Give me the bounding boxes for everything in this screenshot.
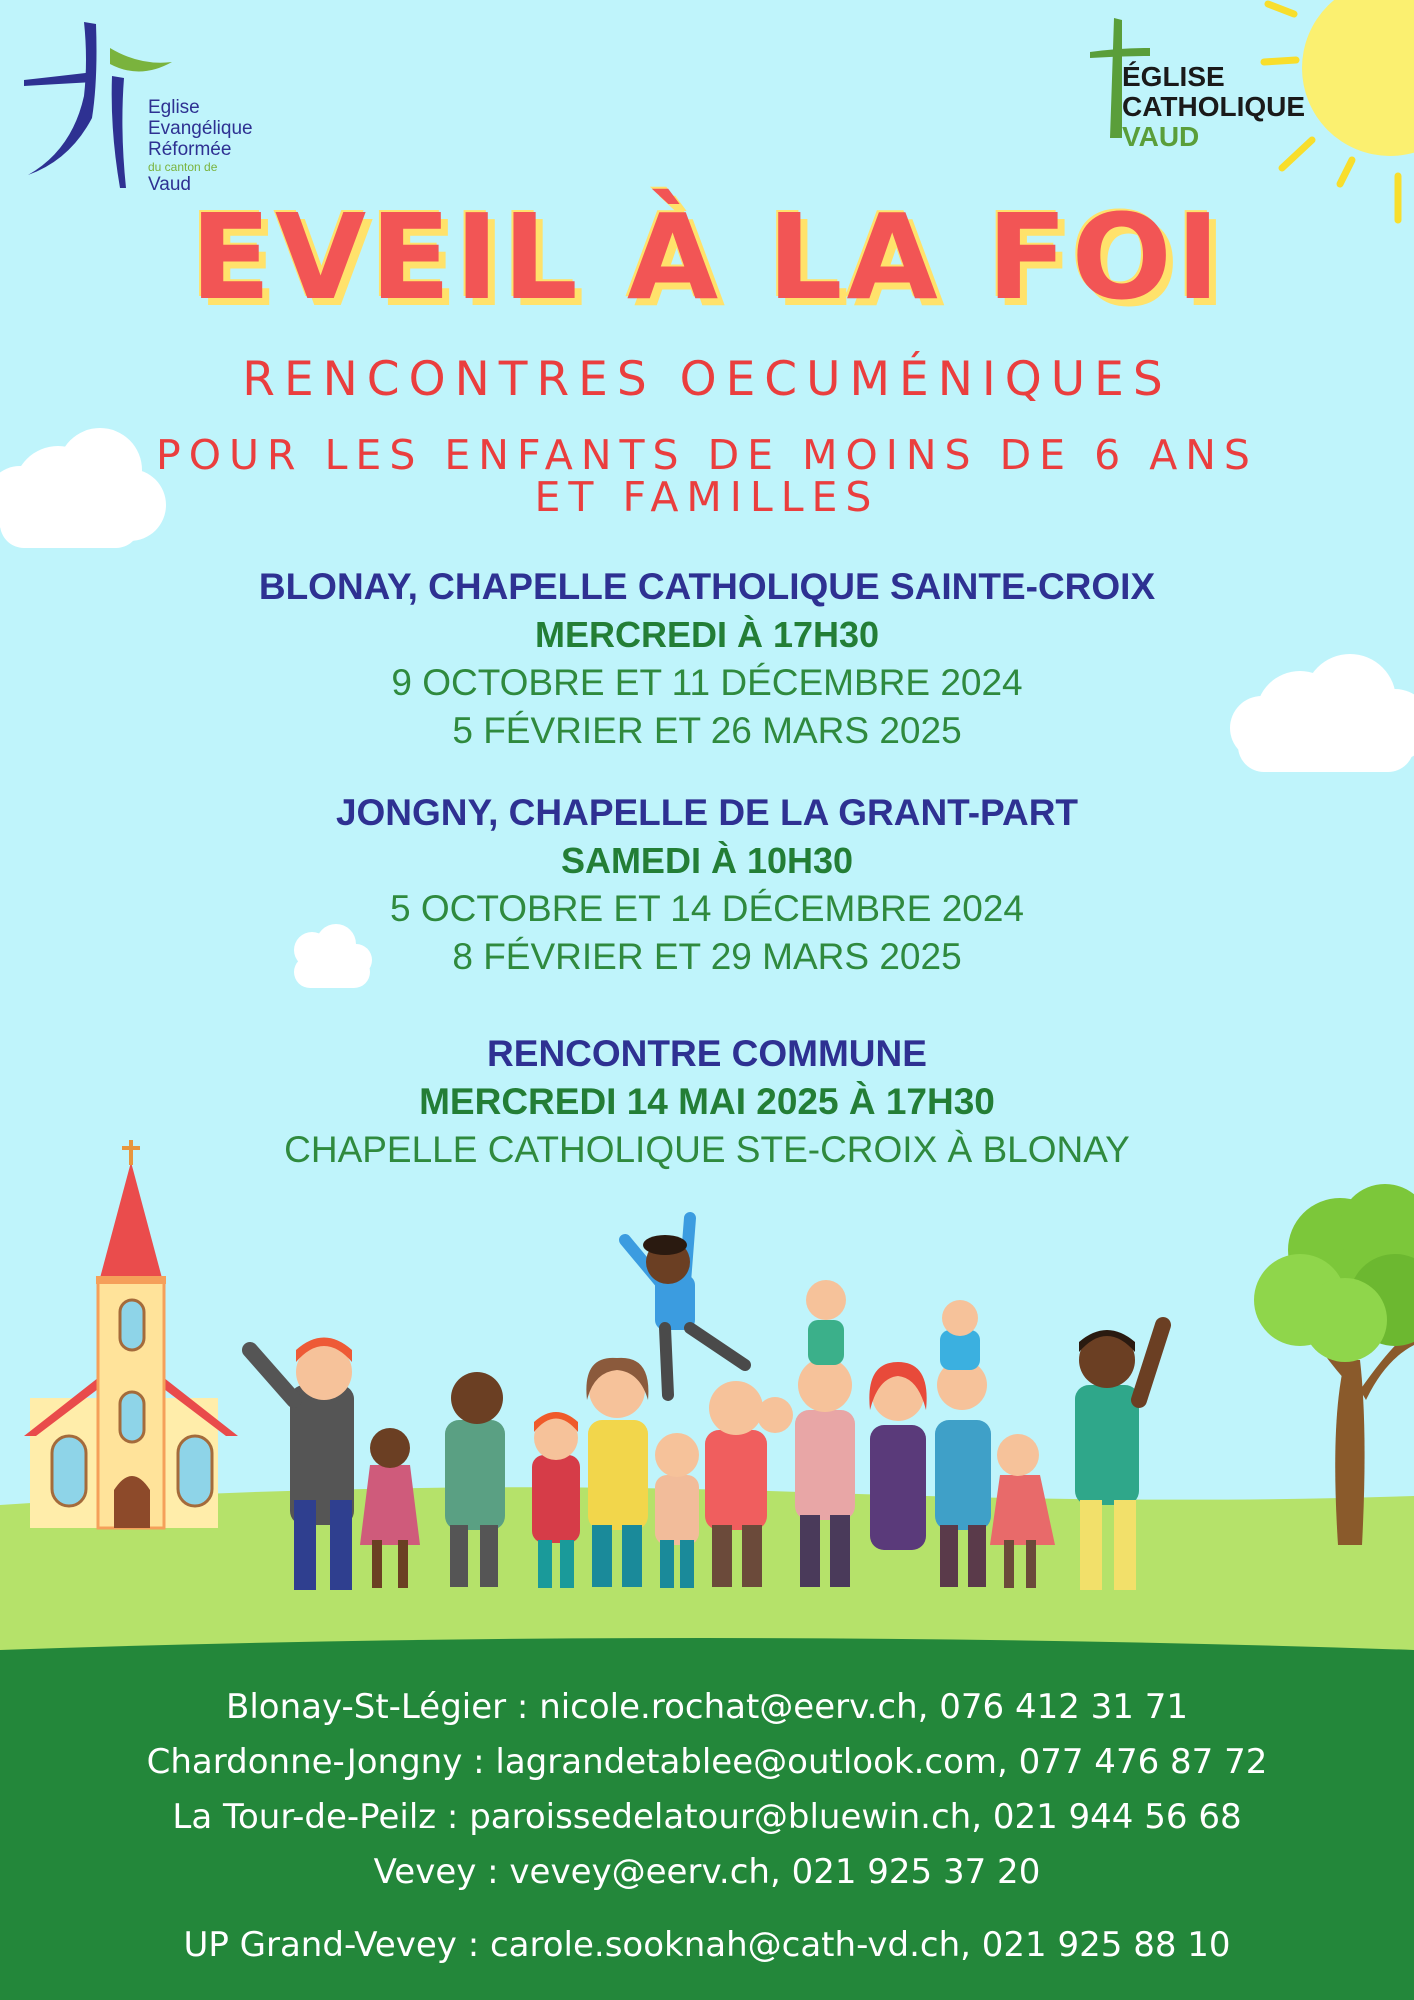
common-place: CHAPELLE CATHOLIQUE STE-CROIX À BLONAY: [284, 1129, 1130, 1170]
tree-icon: [1254, 1184, 1414, 1545]
contact-chardonne: Chardonne-Jongny : lagrandetablee@outlook.com, 077 476 87 72: [146, 1742, 1268, 1782]
jongny-location: JONGNY, CHAPELLE DE LA GRANT-PART: [335, 792, 1079, 833]
logo-left-line1: Eglise: [148, 97, 200, 118]
blonay-location: BLONAY, CHAPELLE CATHOLIQUE SAINTE-CROIX: [258, 566, 1156, 607]
contact-tour-de-peilz: La Tour-de-Peilz : paroissedelatour@bluewin.ch, 021 944 56 68: [172, 1797, 1242, 1837]
church-icon: [24, 1140, 238, 1528]
common-day: MERCREDI 14 MAI 2025 À 17H30: [419, 1081, 995, 1122]
common-meeting-section: [0, 1030, 1414, 1174]
jongny-section: [0, 789, 1414, 981]
jongny-day: SAMEDI À 10H30: [560, 840, 854, 881]
audience-line-2: ET FAMILLES: [534, 473, 880, 521]
logo-left-line5: Vaud: [148, 174, 191, 195]
common-title: RENCONTRE COMMUNE: [487, 1033, 927, 1074]
audience-line-1: POUR LES ENFANTS DE MOINS DE 6 ANS: [156, 431, 1258, 479]
logo-left-line4: du canton de: [148, 160, 218, 174]
blonay-section: [0, 563, 1414, 755]
contacts-list: [0, 1680, 1414, 1973]
logo-right-line2: VAUD: [1122, 121, 1200, 152]
contact-up-grand-vevey: UP Grand-Vevey : carole.sooknah@cath-vd.ch, 021 925 88 10: [183, 1925, 1231, 1965]
reformed-church-logo-text: [148, 97, 253, 195]
blonay-dates-2: 5 FÉVRIER ET 26 MARS 2025: [452, 710, 962, 751]
audience-text: [0, 431, 1414, 521]
subtitle: RENCONTRES OECUMÉNIQUES: [242, 352, 1172, 407]
contact-vevey: Vevey : vevey@eerv.ch, 021 925 37 20: [373, 1852, 1041, 1892]
catholic-church-logo-text: [1122, 62, 1414, 152]
logo-right-line1: ÉGLISE CATHOLIQUE: [1122, 61, 1306, 122]
blonay-dates-1: 9 OCTOBRE ET 11 DÉCEMBRE 2024: [391, 662, 1023, 703]
jongny-dates-1: 5 OCTOBRE ET 14 DÉCEMBRE 2024: [389, 888, 1025, 929]
contact-blonay: Blonay-St-Légier : nicole.rochat@eerv.ch, 076 412 31 71: [226, 1687, 1188, 1727]
page-title: EVEIL À LA FOI: [190, 188, 1224, 326]
logo-left-line2: Evangélique: [148, 118, 253, 139]
logo-left-line3: Réformée: [148, 139, 232, 160]
blonay-day: MERCREDI À 17H30: [534, 614, 880, 655]
jongny-dates-2: 8 FÉVRIER ET 29 MARS 2025: [452, 936, 962, 977]
